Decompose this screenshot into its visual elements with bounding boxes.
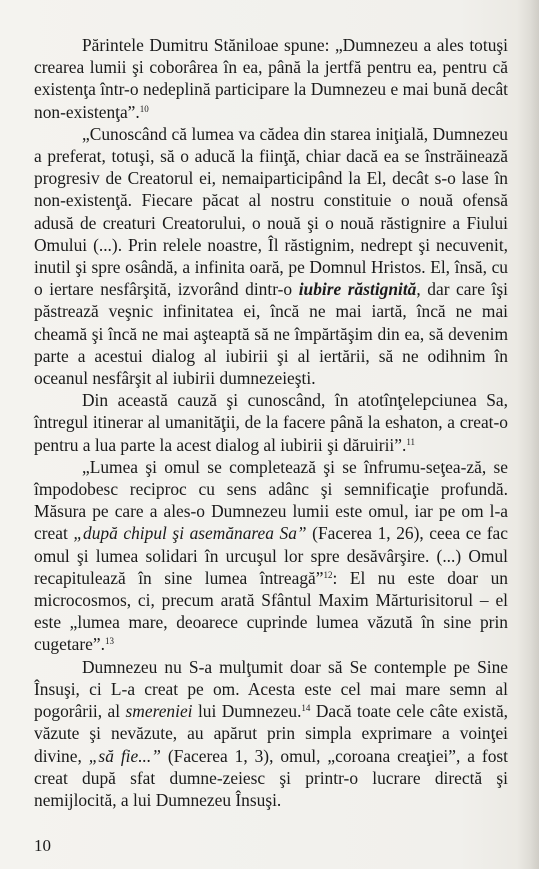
paragraph-text: Părintele Dumitru Stăniloae spune: „Dumnezeu a ales totuşi crearea lumii şi coborârea în ea, până la jertfă pentru ea, pentru că existenţa într-o nedeplină participare la Dumnezeu e mai bună decât non-existenţa”. [34,35,508,122]
paragraph-text: : El nu este doar un microcosmos, ci, precum arată Sfântul Maxim Mărturisitorul – el este „lumea mare, deoarece cuprinde lumea văzută în sine prin cugetare”. [34,567,509,655]
paragraph-text: Dumnezeu nu S-a mulţumit doar să Se contemple pe Sine Însuşi, ci L-a creat pe om. Acesta este cel mai mare semn al pogorârii, al [34,656,508,722]
paragraph-5 [34,656,508,811]
footnote-ref-12[interactable]: 12 [323,569,333,580]
footnote-ref-14[interactable]: 14 [301,703,311,714]
paragraph-text: Din această cauză şi cunoscând, în atotînţelepciunea Sa, întregul itinerar al umanităţii, de la facere până la eshaton, a creat-o pentru a lua parte la acest dialog al iubirii şi dăruirii”. [34,390,508,455]
paragraph-1 [34,34,508,123]
paragraph-3 [34,389,508,456]
footnote-ref-11[interactable]: 11 [406,436,415,447]
footnote-ref-13[interactable]: 13 [104,636,114,647]
quote-sa-fie: „să fie...” [88,745,161,766]
emphasis-smereniei: smereniei [125,701,193,722]
paragraph-text: Dacă toate cele câte există, văzute şi nevăzute, au apărut prin simpla exprimare a voinţei divine, [34,701,509,766]
paragraph-4 [34,456,508,656]
paragraph-2 [34,123,508,389]
paragraph-text: (Facerea 1, 26), ceea ce fac omul şi lumea solidari în urcuşul lor spre desăvârşire. (...) Omul recapitulează în sine lumea întreagă” [34,523,508,588]
paragraph-text: lui Dumnezeu. [192,701,302,722]
page-edge-shadow [517,0,539,869]
quote-dupa-chipul: „după chipul şi asemănarea Sa” [73,523,307,544]
paragraph-text: (Facerea 1, 3), omul, „coroana creaţiei”, a fost creat după sfat dumne-zeiesc şi printr-o lucrare directă şi nemijlocită, a lui Dumnezeu Însuşi. [34,745,508,810]
paragraph-text: , dar care îşi păstrează veşnic infinitatea ei, încă ne mai iartă, încă ne mai cheamă şi încă ne mai aşteaptă să ne împărtăşim din ea, să devenim parte a acestui dialog al iubirii şi al iertării, să ne odihnim în oceanul nesfârşit al iubirii dumnezeieşti. [34,279,508,389]
body-text [34,34,508,811]
emphasis-iubire-rastignita: iubire răstignită [298,279,417,300]
page-number: 10 [34,836,51,855]
paragraph-text: „Lumea şi omul se completează şi se înfrumu-seţea-ză, se împodobesc reciproc cu sens adânc şi semnificaţie profundă. Măsura pe care a ales-o Dumnezeu lumii este omul, iar pe om l-a creat [34,456,508,544]
footnote-ref-10[interactable]: 10 [139,103,149,114]
paragraph-text: „Cunoscând că lumea va cădea din starea iniţială, Dumnezeu a preferat, totuşi, să o aducă la fiinţă, chiar dacă ea se înstrăinează progresiv de Creatorul ei, nemaiparticipând la El, decât s-o lase în non-existenţă. Fiecare păcat al nostru constituie o nouă ofensă adusă de creaturi Creatorului, o nouă şi o nouă răstignire a Fiului Omului (...). Prin relele noastre, Îl răstignim, nedrept şi necuvenit, inutil şi spre osândă, a infinita oară, pe Domnul Hristos. El, însă, cu o iertare nesfârşită, izvorând dintr-o [34,123,508,300]
